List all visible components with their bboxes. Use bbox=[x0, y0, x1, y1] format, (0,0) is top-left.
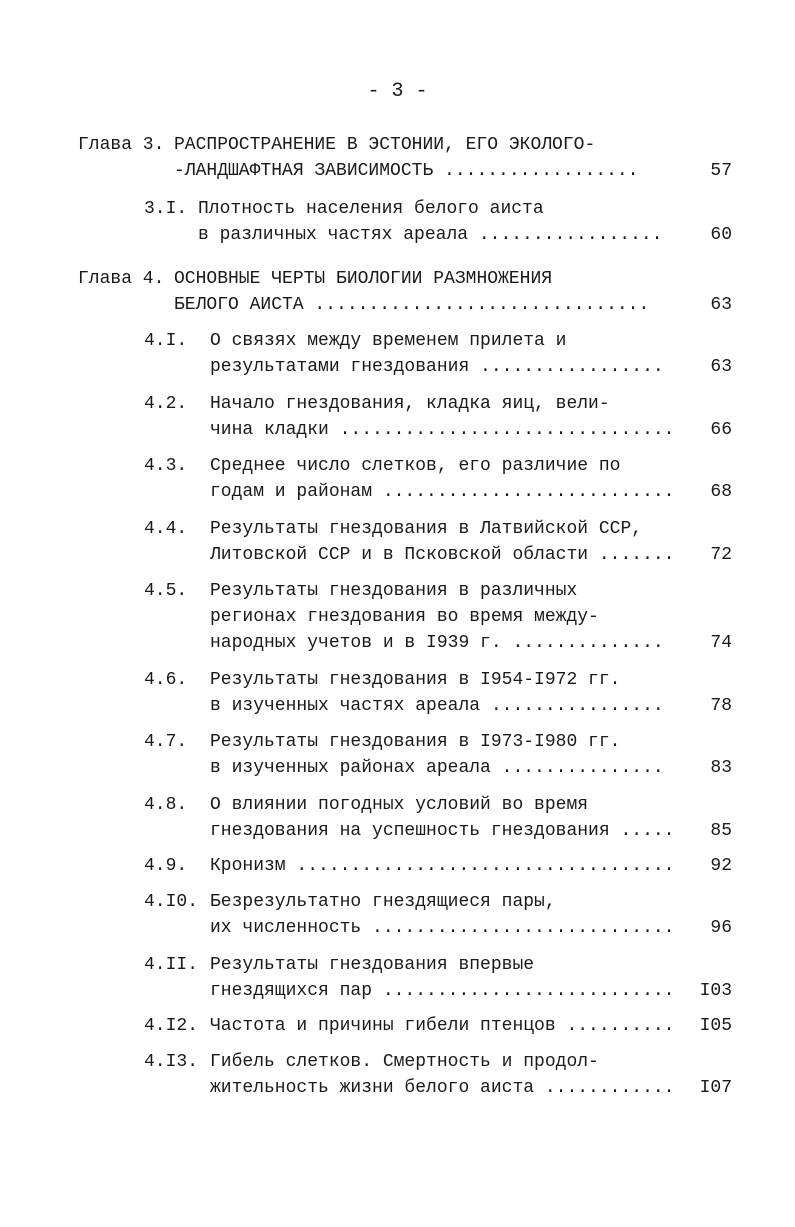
entry-title-cont: чина кладки ............................... bbox=[210, 420, 675, 440]
entry-title-cont: их численность ............................ bbox=[210, 918, 675, 938]
entry-label: 4.4. bbox=[144, 519, 188, 539]
entry-page: 66 bbox=[710, 420, 732, 440]
entry-label: 4.6. bbox=[144, 670, 188, 690]
entry-page: 85 bbox=[710, 821, 732, 841]
entry-page: 72 bbox=[710, 545, 732, 565]
entry-page: 57 bbox=[710, 161, 732, 181]
entry-title-cont: регионах гнездования во время между- bbox=[210, 607, 599, 627]
entry-title: Среднее число слетков, его различие по bbox=[210, 456, 621, 476]
entry-title-cont: в изученных районах ареала ............... bbox=[210, 758, 664, 778]
entry-label: 4.8. bbox=[144, 795, 188, 815]
entry-label: 4.I2. bbox=[144, 1016, 199, 1036]
entry-label: 3.I. bbox=[144, 199, 188, 219]
entry-title-cont: гнездящихся пар ........................... bbox=[210, 981, 675, 1001]
entry-title-cont: в различных частях ареала ................. bbox=[198, 225, 663, 245]
entry-page: 63 bbox=[710, 295, 732, 315]
entry-title-cont: -ЛАНДШАФТНАЯ ЗАВИСИМОСТЬ .................. bbox=[174, 161, 639, 181]
entry-page: 96 bbox=[710, 918, 732, 938]
entry-title: О связях между временем прилета и bbox=[210, 331, 567, 351]
entry-title: РАСПРОСТРАНЕНИЕ В ЭСТОНИИ, ЕГО ЭКОЛОГО- bbox=[174, 135, 596, 155]
entry-page: I05 bbox=[699, 1016, 732, 1036]
entry-page: 78 bbox=[710, 696, 732, 716]
entry-title-cont: результатами гнездования ................. bbox=[210, 357, 664, 377]
entry-title: Плотность населения белого аиста bbox=[198, 199, 544, 219]
entry-title-cont: БЕЛОГО АИСТА ............................... bbox=[174, 295, 650, 315]
entry-title: Результаты гнездования в I973-I980 гг. bbox=[210, 732, 621, 752]
entry-title-cont: народных учетов и в I939 г. .............. bbox=[210, 633, 664, 653]
entry-label: Глава 3. bbox=[78, 135, 165, 155]
entry-title-cont: Литовской ССР и в Псковской области ....... bbox=[210, 545, 675, 565]
entry-title: Результаты гнездования в I954-I972 гг. bbox=[210, 670, 621, 690]
entry-title-cont: в изученных частях ареала ................ bbox=[210, 696, 664, 716]
entry-title: Кронизм ................................... bbox=[210, 856, 675, 876]
entry-title: Результаты гнездования в Латвийской ССР, bbox=[210, 519, 643, 539]
entry-title-cont: годам и районам ........................... bbox=[210, 482, 675, 502]
entry-title: Результаты гнездования в различных bbox=[210, 581, 578, 601]
entry-label: 4.9. bbox=[144, 856, 188, 876]
entry-label: 4.7. bbox=[144, 732, 188, 752]
entry-label: 4.3. bbox=[144, 456, 188, 476]
entry-title: О влиянии погодных условий во время bbox=[210, 795, 589, 815]
entry-label: 4.I. bbox=[144, 331, 188, 351]
entry-title: ОСНОВНЫЕ ЧЕРТЫ БИОЛОГИИ РАЗМНОЖЕНИЯ bbox=[174, 269, 553, 289]
entry-title-cont: жительность жизни белого аиста ............ bbox=[210, 1078, 675, 1098]
entry-page: 74 bbox=[710, 633, 732, 653]
entry-label: 4.I0. bbox=[144, 892, 199, 912]
entry-title-cont: гнездования на успешность гнездования ..... bbox=[210, 821, 675, 841]
page-number: - 3 - bbox=[367, 80, 428, 103]
entry-title: Частота и причины гибели птенцов .......... bbox=[210, 1016, 675, 1036]
entry-label: 4.2. bbox=[144, 394, 188, 414]
entry-title: Гибель слетков. Смертность и продол- bbox=[210, 1052, 599, 1072]
entry-title: Начало гнездования, кладка яиц, вели- bbox=[210, 394, 610, 414]
entry-label: Глава 4. bbox=[78, 269, 165, 289]
entry-page: 83 bbox=[710, 758, 732, 778]
entry-page: 60 bbox=[710, 225, 732, 245]
entry-page: 68 bbox=[710, 482, 732, 502]
entry-page: I03 bbox=[699, 981, 732, 1001]
entry-page: 63 bbox=[710, 357, 732, 377]
entry-label: 4.5. bbox=[144, 581, 188, 601]
entry-label: 4.I3. bbox=[144, 1052, 199, 1072]
entry-page: 92 bbox=[710, 856, 732, 876]
entry-title: Результаты гнездования впервые bbox=[210, 955, 535, 975]
entry-title: Безрезультатно гнездящиеся пары, bbox=[210, 892, 556, 912]
entry-page: I07 bbox=[699, 1078, 732, 1098]
entry-label: 4.II. bbox=[144, 955, 199, 975]
